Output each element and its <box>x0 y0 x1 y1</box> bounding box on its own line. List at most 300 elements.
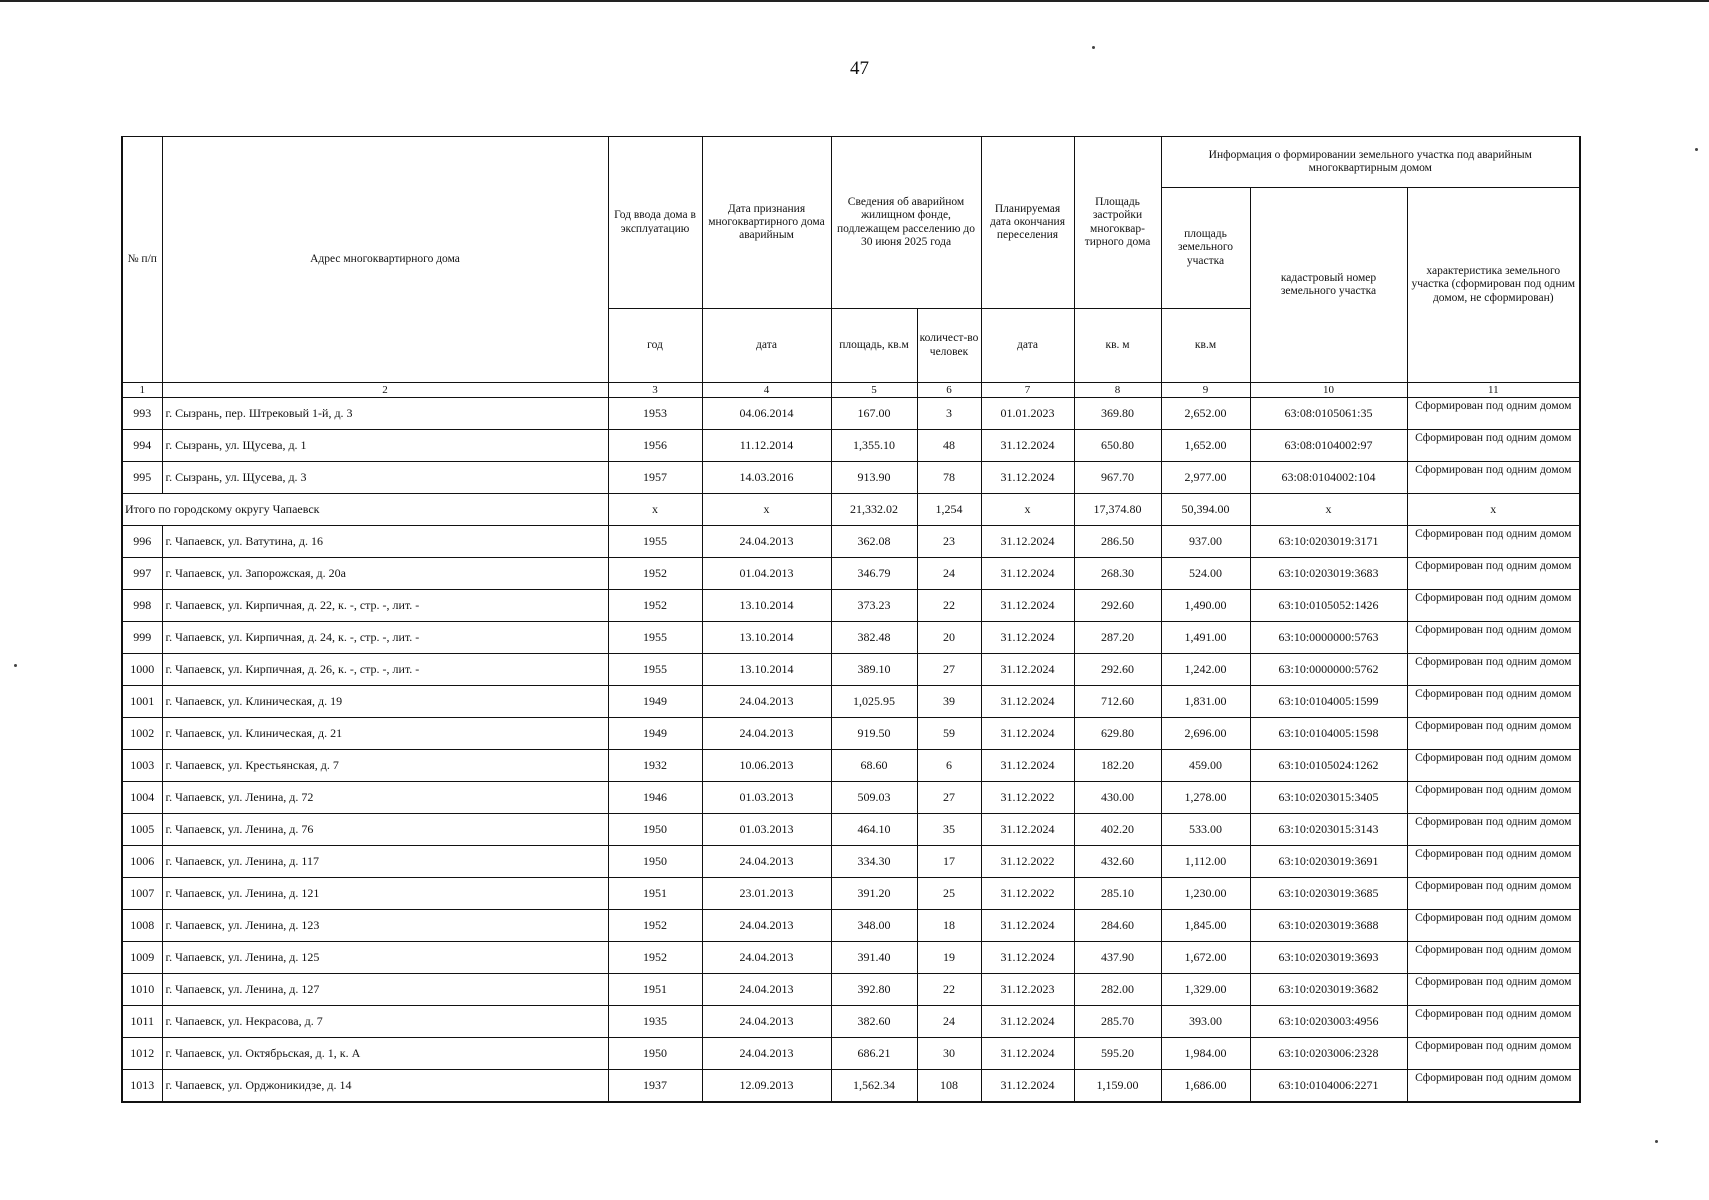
cell-cadastral-number: 63:10:0104005:1599 <box>1250 686 1407 718</box>
cell-area: 1,025.95 <box>831 686 917 718</box>
cell-land-area: 459.00 <box>1161 750 1250 782</box>
cell-planned-date: 31.12.2023 <box>981 974 1074 1006</box>
cell-people-count: 78 <box>917 462 981 494</box>
cell-building-area: 284.60 <box>1074 910 1161 942</box>
scan-speck <box>1655 1140 1658 1143</box>
header-year-in: Год ввода дома в эксплуатацию <box>608 137 702 309</box>
cell-people-count: 30 <box>917 1038 981 1070</box>
cell-year-in: 1950 <box>608 1038 702 1070</box>
total-cell-build: 17,374.80 <box>1074 494 1161 526</box>
cell-area: 68.60 <box>831 750 917 782</box>
cell-row-number: 1002 <box>122 718 162 750</box>
header-emergency-info: Сведения об аварийном жилищном фонде, подлежащем расселению до 30 июня 2025 года <box>831 137 981 309</box>
cell-row-number: 1009 <box>122 942 162 974</box>
cell-year-in: 1952 <box>608 942 702 974</box>
cell-area: 382.48 <box>831 622 917 654</box>
cell-year-in: 1946 <box>608 782 702 814</box>
cell-building-area: 967.70 <box>1074 462 1161 494</box>
cell-building-area: 402.20 <box>1074 814 1161 846</box>
cell-year-in: 1955 <box>608 654 702 686</box>
cell-area: 348.00 <box>831 910 917 942</box>
cell-land-characteristic <box>1407 398 1580 430</box>
cell-land-area: 1,672.00 <box>1161 942 1250 974</box>
cell-area: 391.20 <box>831 878 917 910</box>
cell-row-number: 997 <box>122 558 162 590</box>
cell-land-characteristic <box>1407 814 1580 846</box>
cell-text: Сформирован под одним домом <box>1415 527 1572 540</box>
cell-building-area: 430.00 <box>1074 782 1161 814</box>
header-land-char: характеристика земельного участка (сформирован под одним домом, не сформирован) <box>1407 188 1580 383</box>
cell-cadastral-number: 63:08:0104002:104 <box>1250 462 1407 494</box>
cell-cadastral-number: 63:10:0104006:2271 <box>1250 1070 1407 1103</box>
cell-land-characteristic <box>1407 526 1580 558</box>
cell-address: г. Чапаевск, ул. Орджоникидзе, д. 14 <box>162 1070 608 1103</box>
cell-cadastral-number: 63:10:0203006:2328 <box>1250 1038 1407 1070</box>
cell-land-area: 1,845.00 <box>1161 910 1250 942</box>
col-number: 2 <box>162 383 608 398</box>
cell-building-area: 285.10 <box>1074 878 1161 910</box>
cell-land-characteristic <box>1407 750 1580 782</box>
cell-land-characteristic <box>1407 942 1580 974</box>
cell-land-area: 1,984.00 <box>1161 1038 1250 1070</box>
cell-address: г. Чапаевск, ул. Клиническая, д. 21 <box>162 718 608 750</box>
total-cell-area: 21,332.02 <box>831 494 917 526</box>
cell-address: г. Чапаевск, ул. Ленина, д. 72 <box>162 782 608 814</box>
cell-cadastral-number: 63:10:0203003:4956 <box>1250 1006 1407 1038</box>
cell-land-area: 533.00 <box>1161 814 1250 846</box>
cell-year-in: 1952 <box>608 590 702 622</box>
cell-building-area: 595.20 <box>1074 1038 1161 1070</box>
cell-area: 362.08 <box>831 526 917 558</box>
cell-recognition-date: 24.04.2013 <box>702 686 831 718</box>
cell-row-number: 993 <box>122 398 162 430</box>
cell-land-characteristic <box>1407 558 1580 590</box>
col-number: 6 <box>917 383 981 398</box>
cell-land-characteristic <box>1407 846 1580 878</box>
cell-building-area: 712.60 <box>1074 686 1161 718</box>
scan-speck <box>1695 148 1698 151</box>
cell-address: г. Чапаевск, ул. Ленина, д. 123 <box>162 910 608 942</box>
cell-address: г. Чапаевск, ул. Ленина, д. 127 <box>162 974 608 1006</box>
cell-people-count: 39 <box>917 686 981 718</box>
cell-area: 389.10 <box>831 654 917 686</box>
cell-cadastral-number: 63:10:0203019:3171 <box>1250 526 1407 558</box>
cell-land-area: 1,230.00 <box>1161 878 1250 910</box>
total-cell-rec: x <box>702 494 831 526</box>
cell-year-in: 1952 <box>608 558 702 590</box>
page-number: 47 <box>850 58 869 79</box>
cell-text: Сформирован под одним домом <box>1415 783 1572 796</box>
cell-row-number: 998 <box>122 590 162 622</box>
cell-text: Сформирован под одним домом <box>1415 815 1572 828</box>
cell-land-area: 1,112.00 <box>1161 846 1250 878</box>
table-row <box>122 654 1580 686</box>
cell-row-number: 1011 <box>122 1006 162 1038</box>
cell-building-area: 1,159.00 <box>1074 1070 1161 1103</box>
cell-planned-date: 31.12.2024 <box>981 590 1074 622</box>
table-row <box>122 878 1580 910</box>
cell-building-area: 182.20 <box>1074 750 1161 782</box>
cell-row-number: 1001 <box>122 686 162 718</box>
cell-land-area: 2,696.00 <box>1161 718 1250 750</box>
cell-people-count: 27 <box>917 782 981 814</box>
cell-people-count: 48 <box>917 430 981 462</box>
unit-area: площадь, кв.м <box>831 309 917 383</box>
cell-year-in: 1949 <box>608 686 702 718</box>
cell-year-in: 1956 <box>608 430 702 462</box>
cell-land-area: 1,652.00 <box>1161 430 1250 462</box>
col-number: 9 <box>1161 383 1250 398</box>
cell-cadastral-number: 63:10:0203019:3693 <box>1250 942 1407 974</box>
cell-year-in: 1951 <box>608 878 702 910</box>
table-row <box>122 590 1580 622</box>
cell-land-characteristic <box>1407 782 1580 814</box>
cell-cadastral-number: 63:10:0000000:5763 <box>1250 622 1407 654</box>
total-label: Итого по городскому округу Чапаевск <box>122 494 608 526</box>
cell-text: Сформирован под одним домом <box>1415 1007 1572 1020</box>
cell-cadastral-number: 63:10:0203019:3682 <box>1250 974 1407 1006</box>
cell-address: г. Чапаевск, ул. Ленина, д. 125 <box>162 942 608 974</box>
cell-planned-date: 31.12.2024 <box>981 910 1074 942</box>
cell-area: 334.30 <box>831 846 917 878</box>
cell-people-count: 35 <box>917 814 981 846</box>
cell-people-count: 17 <box>917 846 981 878</box>
cell-area: 382.60 <box>831 1006 917 1038</box>
cell-row-number: 996 <box>122 526 162 558</box>
cell-address: г. Чапаевск, ул. Кирпичная, д. 24, к. -, стр. -, лит. - <box>162 622 608 654</box>
cell-recognition-date: 24.04.2013 <box>702 910 831 942</box>
cell-text: Сформирован под одним домом <box>1415 463 1572 476</box>
table-row <box>122 814 1580 846</box>
header-building-area: Площадь застройки многоквар-тирного дома <box>1074 137 1161 309</box>
cell-land-characteristic <box>1407 718 1580 750</box>
cell-land-characteristic <box>1407 878 1580 910</box>
cell-land-characteristic <box>1407 1070 1580 1103</box>
cell-recognition-date: 01.03.2013 <box>702 782 831 814</box>
cell-year-in: 1950 <box>608 846 702 878</box>
table-row <box>122 462 1580 494</box>
cell-planned-date: 31.12.2024 <box>981 654 1074 686</box>
total-cell-land: 50,394.00 <box>1161 494 1250 526</box>
cell-people-count: 22 <box>917 590 981 622</box>
cell-text: Сформирован под одним домом <box>1415 879 1572 892</box>
header-land-info: Информация о формировании земельного участка под аварийным многоквартирным домом <box>1161 137 1580 188</box>
cell-recognition-date: 24.04.2013 <box>702 1038 831 1070</box>
cell-land-characteristic <box>1407 430 1580 462</box>
housing-register-table <box>121 136 1581 1103</box>
cell-recognition-date: 13.10.2014 <box>702 654 831 686</box>
cell-year-in: 1932 <box>608 750 702 782</box>
cell-row-number: 1005 <box>122 814 162 846</box>
col-number: 8 <box>1074 383 1161 398</box>
cell-building-area: 282.00 <box>1074 974 1161 1006</box>
cell-address: г. Сызрань, ул. Щусева, д. 1 <box>162 430 608 462</box>
cell-land-area: 524.00 <box>1161 558 1250 590</box>
cell-people-count: 27 <box>917 654 981 686</box>
cell-planned-date: 31.12.2022 <box>981 846 1074 878</box>
cell-row-number: 1012 <box>122 1038 162 1070</box>
header-land-area: площадь земельного участка <box>1161 188 1250 309</box>
table-row <box>122 1070 1580 1103</box>
cell-area: 391.40 <box>831 942 917 974</box>
cell-text: Сформирован под одним домом <box>1415 751 1572 764</box>
cell-area: 1,355.10 <box>831 430 917 462</box>
col-number: 10 <box>1250 383 1407 398</box>
cell-recognition-date: 24.04.2013 <box>702 718 831 750</box>
cell-row-number: 1006 <box>122 846 162 878</box>
cell-year-in: 1955 <box>608 526 702 558</box>
cell-cadastral-number: 63:10:0203019:3688 <box>1250 910 1407 942</box>
header-planned-date: Планируемая дата окончания переселения <box>981 137 1074 309</box>
total-cell-plan: x <box>981 494 1074 526</box>
cell-people-count: 22 <box>917 974 981 1006</box>
cell-planned-date: 31.12.2024 <box>981 814 1074 846</box>
cell-address: г. Чапаевск, ул. Ленина, д. 121 <box>162 878 608 910</box>
col-number: 3 <box>608 383 702 398</box>
cell-land-area: 1,686.00 <box>1161 1070 1250 1103</box>
cell-land-area: 2,977.00 <box>1161 462 1250 494</box>
cell-planned-date: 31.12.2024 <box>981 1038 1074 1070</box>
cell-building-area: 629.80 <box>1074 718 1161 750</box>
cell-text: Сформирован под одним домом <box>1415 975 1572 988</box>
cell-land-area: 1,831.00 <box>1161 686 1250 718</box>
total-cell-year: x <box>608 494 702 526</box>
cell-recognition-date: 24.04.2013 <box>702 846 831 878</box>
cell-address: г. Чапаевск, ул. Ленина, д. 76 <box>162 814 608 846</box>
cell-building-area: 369.80 <box>1074 398 1161 430</box>
cell-recognition-date: 12.09.2013 <box>702 1070 831 1103</box>
cell-text: Сформирован под одним домом <box>1415 1071 1572 1084</box>
table-row <box>122 942 1580 974</box>
cell-recognition-date: 10.06.2013 <box>702 750 831 782</box>
cell-address: г. Чапаевск, ул. Клиническая, д. 19 <box>162 686 608 718</box>
cell-people-count: 6 <box>917 750 981 782</box>
cell-building-area: 268.30 <box>1074 558 1161 590</box>
table-row <box>122 622 1580 654</box>
cell-people-count: 108 <box>917 1070 981 1103</box>
header-recognition-date: Дата признания многоквартирного дома аварийным <box>702 137 831 309</box>
cell-text: Сформирован под одним домом <box>1415 655 1572 668</box>
cell-cadastral-number: 63:10:0105024:1262 <box>1250 750 1407 782</box>
scan-speck <box>1092 46 1095 49</box>
cell-people-count: 24 <box>917 558 981 590</box>
cell-building-area: 292.60 <box>1074 590 1161 622</box>
cell-row-number: 1007 <box>122 878 162 910</box>
cell-year-in: 1953 <box>608 398 702 430</box>
cell-row-number: 1004 <box>122 782 162 814</box>
cell-cadastral-number: 63:10:0203015:3143 <box>1250 814 1407 846</box>
cell-text: Сформирован под одним домом <box>1415 431 1572 444</box>
cell-people-count: 25 <box>917 878 981 910</box>
cell-row-number: 1010 <box>122 974 162 1006</box>
cell-land-characteristic <box>1407 1006 1580 1038</box>
table-row <box>122 1006 1580 1038</box>
cell-address: г. Чапаевск, ул. Октябрьская, д. 1, к. А <box>162 1038 608 1070</box>
cell-row-number: 999 <box>122 622 162 654</box>
cell-year-in: 1955 <box>608 622 702 654</box>
total-cell-people: 1,254 <box>917 494 981 526</box>
cell-cadastral-number: 63:10:0203015:3405 <box>1250 782 1407 814</box>
cell-land-characteristic <box>1407 1038 1580 1070</box>
col-number: 5 <box>831 383 917 398</box>
cell-recognition-date: 23.01.2013 <box>702 878 831 910</box>
cell-people-count: 24 <box>917 1006 981 1038</box>
cell-address: г. Чапаевск, ул. Кирпичная, д. 26, к. -, стр. -, лит. - <box>162 654 608 686</box>
cell-planned-date: 01.01.2023 <box>981 398 1074 430</box>
cell-people-count: 59 <box>917 718 981 750</box>
table-row <box>122 430 1580 462</box>
cell-address: г. Чапаевск, ул. Крестьянская, д. 7 <box>162 750 608 782</box>
table-row <box>122 1038 1580 1070</box>
cell-recognition-date: 13.10.2014 <box>702 590 831 622</box>
cell-recognition-date: 01.04.2013 <box>702 558 831 590</box>
unit-people: количест-во человек <box>917 309 981 383</box>
cell-area: 346.79 <box>831 558 917 590</box>
cell-recognition-date: 13.10.2014 <box>702 622 831 654</box>
cell-row-number: 1013 <box>122 1070 162 1103</box>
cell-cadastral-number: 63:10:0104005:1598 <box>1250 718 1407 750</box>
col-number: 4 <box>702 383 831 398</box>
cell-building-area: 292.60 <box>1074 654 1161 686</box>
cell-recognition-date: 24.04.2013 <box>702 942 831 974</box>
total-cell-char: x <box>1407 494 1580 526</box>
cell-building-area: 650.80 <box>1074 430 1161 462</box>
cell-building-area: 437.90 <box>1074 942 1161 974</box>
cell-row-number: 994 <box>122 430 162 462</box>
cell-planned-date: 31.12.2024 <box>981 526 1074 558</box>
cell-cadastral-number: 63:10:0203019:3691 <box>1250 846 1407 878</box>
cell-land-area: 1,490.00 <box>1161 590 1250 622</box>
unit-date2: дата <box>981 309 1074 383</box>
cell-address: г. Сызрань, пер. Штрековый 1-й, д. 3 <box>162 398 608 430</box>
cell-cadastral-number: 63:10:0105052:1426 <box>1250 590 1407 622</box>
cell-year-in: 1937 <box>608 1070 702 1103</box>
cell-building-area: 432.60 <box>1074 846 1161 878</box>
cell-people-count: 20 <box>917 622 981 654</box>
cell-text: Сформирован под одним домом <box>1415 719 1572 732</box>
cell-building-area: 285.70 <box>1074 1006 1161 1038</box>
cell-planned-date: 31.12.2024 <box>981 1006 1074 1038</box>
cell-area: 913.90 <box>831 462 917 494</box>
cell-text: Сформирован под одним домом <box>1415 1039 1572 1052</box>
cell-row-number: 1008 <box>122 910 162 942</box>
cell-year-in: 1952 <box>608 910 702 942</box>
cell-planned-date: 31.12.2024 <box>981 622 1074 654</box>
unit-kvm: кв. м <box>1074 309 1161 383</box>
cell-land-area: 1,278.00 <box>1161 782 1250 814</box>
cell-cadastral-number: 63:10:0203019:3683 <box>1250 558 1407 590</box>
scan-top-edge <box>0 0 1709 2</box>
cell-text: Сформирован под одним домом <box>1415 911 1572 924</box>
cell-address: г. Чапаевск, ул. Кирпичная, д. 22, к. -, стр. -, лит. - <box>162 590 608 622</box>
cell-text: Сформирован под одним домом <box>1415 559 1572 572</box>
cell-planned-date: 31.12.2024 <box>981 750 1074 782</box>
cell-building-area: 286.50 <box>1074 526 1161 558</box>
unit-kvm2: кв.м <box>1161 309 1250 383</box>
cell-text: Сформирован под одним домом <box>1415 591 1572 604</box>
cell-text: Сформирован под одним домом <box>1415 623 1572 636</box>
cell-address: г. Сызрань, ул. Щусева, д. 3 <box>162 462 608 494</box>
cell-year-in: 1949 <box>608 718 702 750</box>
scan-speck <box>14 664 17 667</box>
cell-text: Сформирован под одним домом <box>1415 847 1572 860</box>
cell-area: 509.03 <box>831 782 917 814</box>
header-cadastral: кадастровый номер земельного участка <box>1250 188 1407 383</box>
cell-recognition-date: 24.04.2013 <box>702 974 831 1006</box>
cell-planned-date: 31.12.2024 <box>981 462 1074 494</box>
cell-land-area: 393.00 <box>1161 1006 1250 1038</box>
cell-area: 373.23 <box>831 590 917 622</box>
cell-planned-date: 31.12.2024 <box>981 1070 1074 1103</box>
cell-row-number: 995 <box>122 462 162 494</box>
table-row <box>122 910 1580 942</box>
cell-recognition-date: 14.03.2016 <box>702 462 831 494</box>
table-row <box>122 750 1580 782</box>
cell-cadastral-number: 63:10:0203019:3685 <box>1250 878 1407 910</box>
table-body <box>122 398 1580 1103</box>
cell-land-area: 1,329.00 <box>1161 974 1250 1006</box>
cell-planned-date: 31.12.2024 <box>981 718 1074 750</box>
cell-land-characteristic <box>1407 910 1580 942</box>
unit-date: дата <box>702 309 831 383</box>
cell-land-characteristic <box>1407 590 1580 622</box>
cell-land-area: 1,242.00 <box>1161 654 1250 686</box>
table-row <box>122 974 1580 1006</box>
cell-people-count: 18 <box>917 910 981 942</box>
table-row <box>122 846 1580 878</box>
col-number: 7 <box>981 383 1074 398</box>
cell-people-count: 3 <box>917 398 981 430</box>
cell-recognition-date: 11.12.2014 <box>702 430 831 462</box>
cell-planned-date: 31.12.2024 <box>981 430 1074 462</box>
cell-area: 1,562.34 <box>831 1070 917 1103</box>
cell-address: г. Чапаевск, ул. Некрасова, д. 7 <box>162 1006 608 1038</box>
cell-recognition-date: 24.04.2013 <box>702 526 831 558</box>
cell-cadastral-number: 63:08:0104002:97 <box>1250 430 1407 462</box>
cell-people-count: 23 <box>917 526 981 558</box>
cell-text: Сформирован под одним домом <box>1415 399 1572 412</box>
cell-area: 686.21 <box>831 1038 917 1070</box>
table-row <box>122 558 1580 590</box>
cell-cadastral-number: 63:08:0105061:35 <box>1250 398 1407 430</box>
cell-year-in: 1950 <box>608 814 702 846</box>
table-row <box>122 718 1580 750</box>
header-num: № п/п <box>122 137 162 383</box>
cell-row-number: 1000 <box>122 654 162 686</box>
cell-planned-date: 31.12.2022 <box>981 878 1074 910</box>
cell-year-in: 1951 <box>608 974 702 1006</box>
cell-address: г. Чапаевск, ул. Запорожская, д. 20а <box>162 558 608 590</box>
col-number: 11 <box>1407 383 1580 398</box>
table-row <box>122 526 1580 558</box>
cell-area: 167.00 <box>831 398 917 430</box>
cell-year-in: 1957 <box>608 462 702 494</box>
cell-land-area: 937.00 <box>1161 526 1250 558</box>
total-cell-cad: x <box>1250 494 1407 526</box>
cell-land-characteristic <box>1407 654 1580 686</box>
cell-area: 919.50 <box>831 718 917 750</box>
table-row <box>122 782 1580 814</box>
table-row <box>122 686 1580 718</box>
cell-land-characteristic <box>1407 462 1580 494</box>
cell-planned-date: 31.12.2024 <box>981 558 1074 590</box>
cell-land-area: 2,652.00 <box>1161 398 1250 430</box>
cell-land-area: 1,491.00 <box>1161 622 1250 654</box>
cell-area: 392.80 <box>831 974 917 1006</box>
cell-planned-date: 31.12.2024 <box>981 942 1074 974</box>
cell-recognition-date: 04.06.2014 <box>702 398 831 430</box>
cell-cadastral-number: 63:10:0000000:5762 <box>1250 654 1407 686</box>
